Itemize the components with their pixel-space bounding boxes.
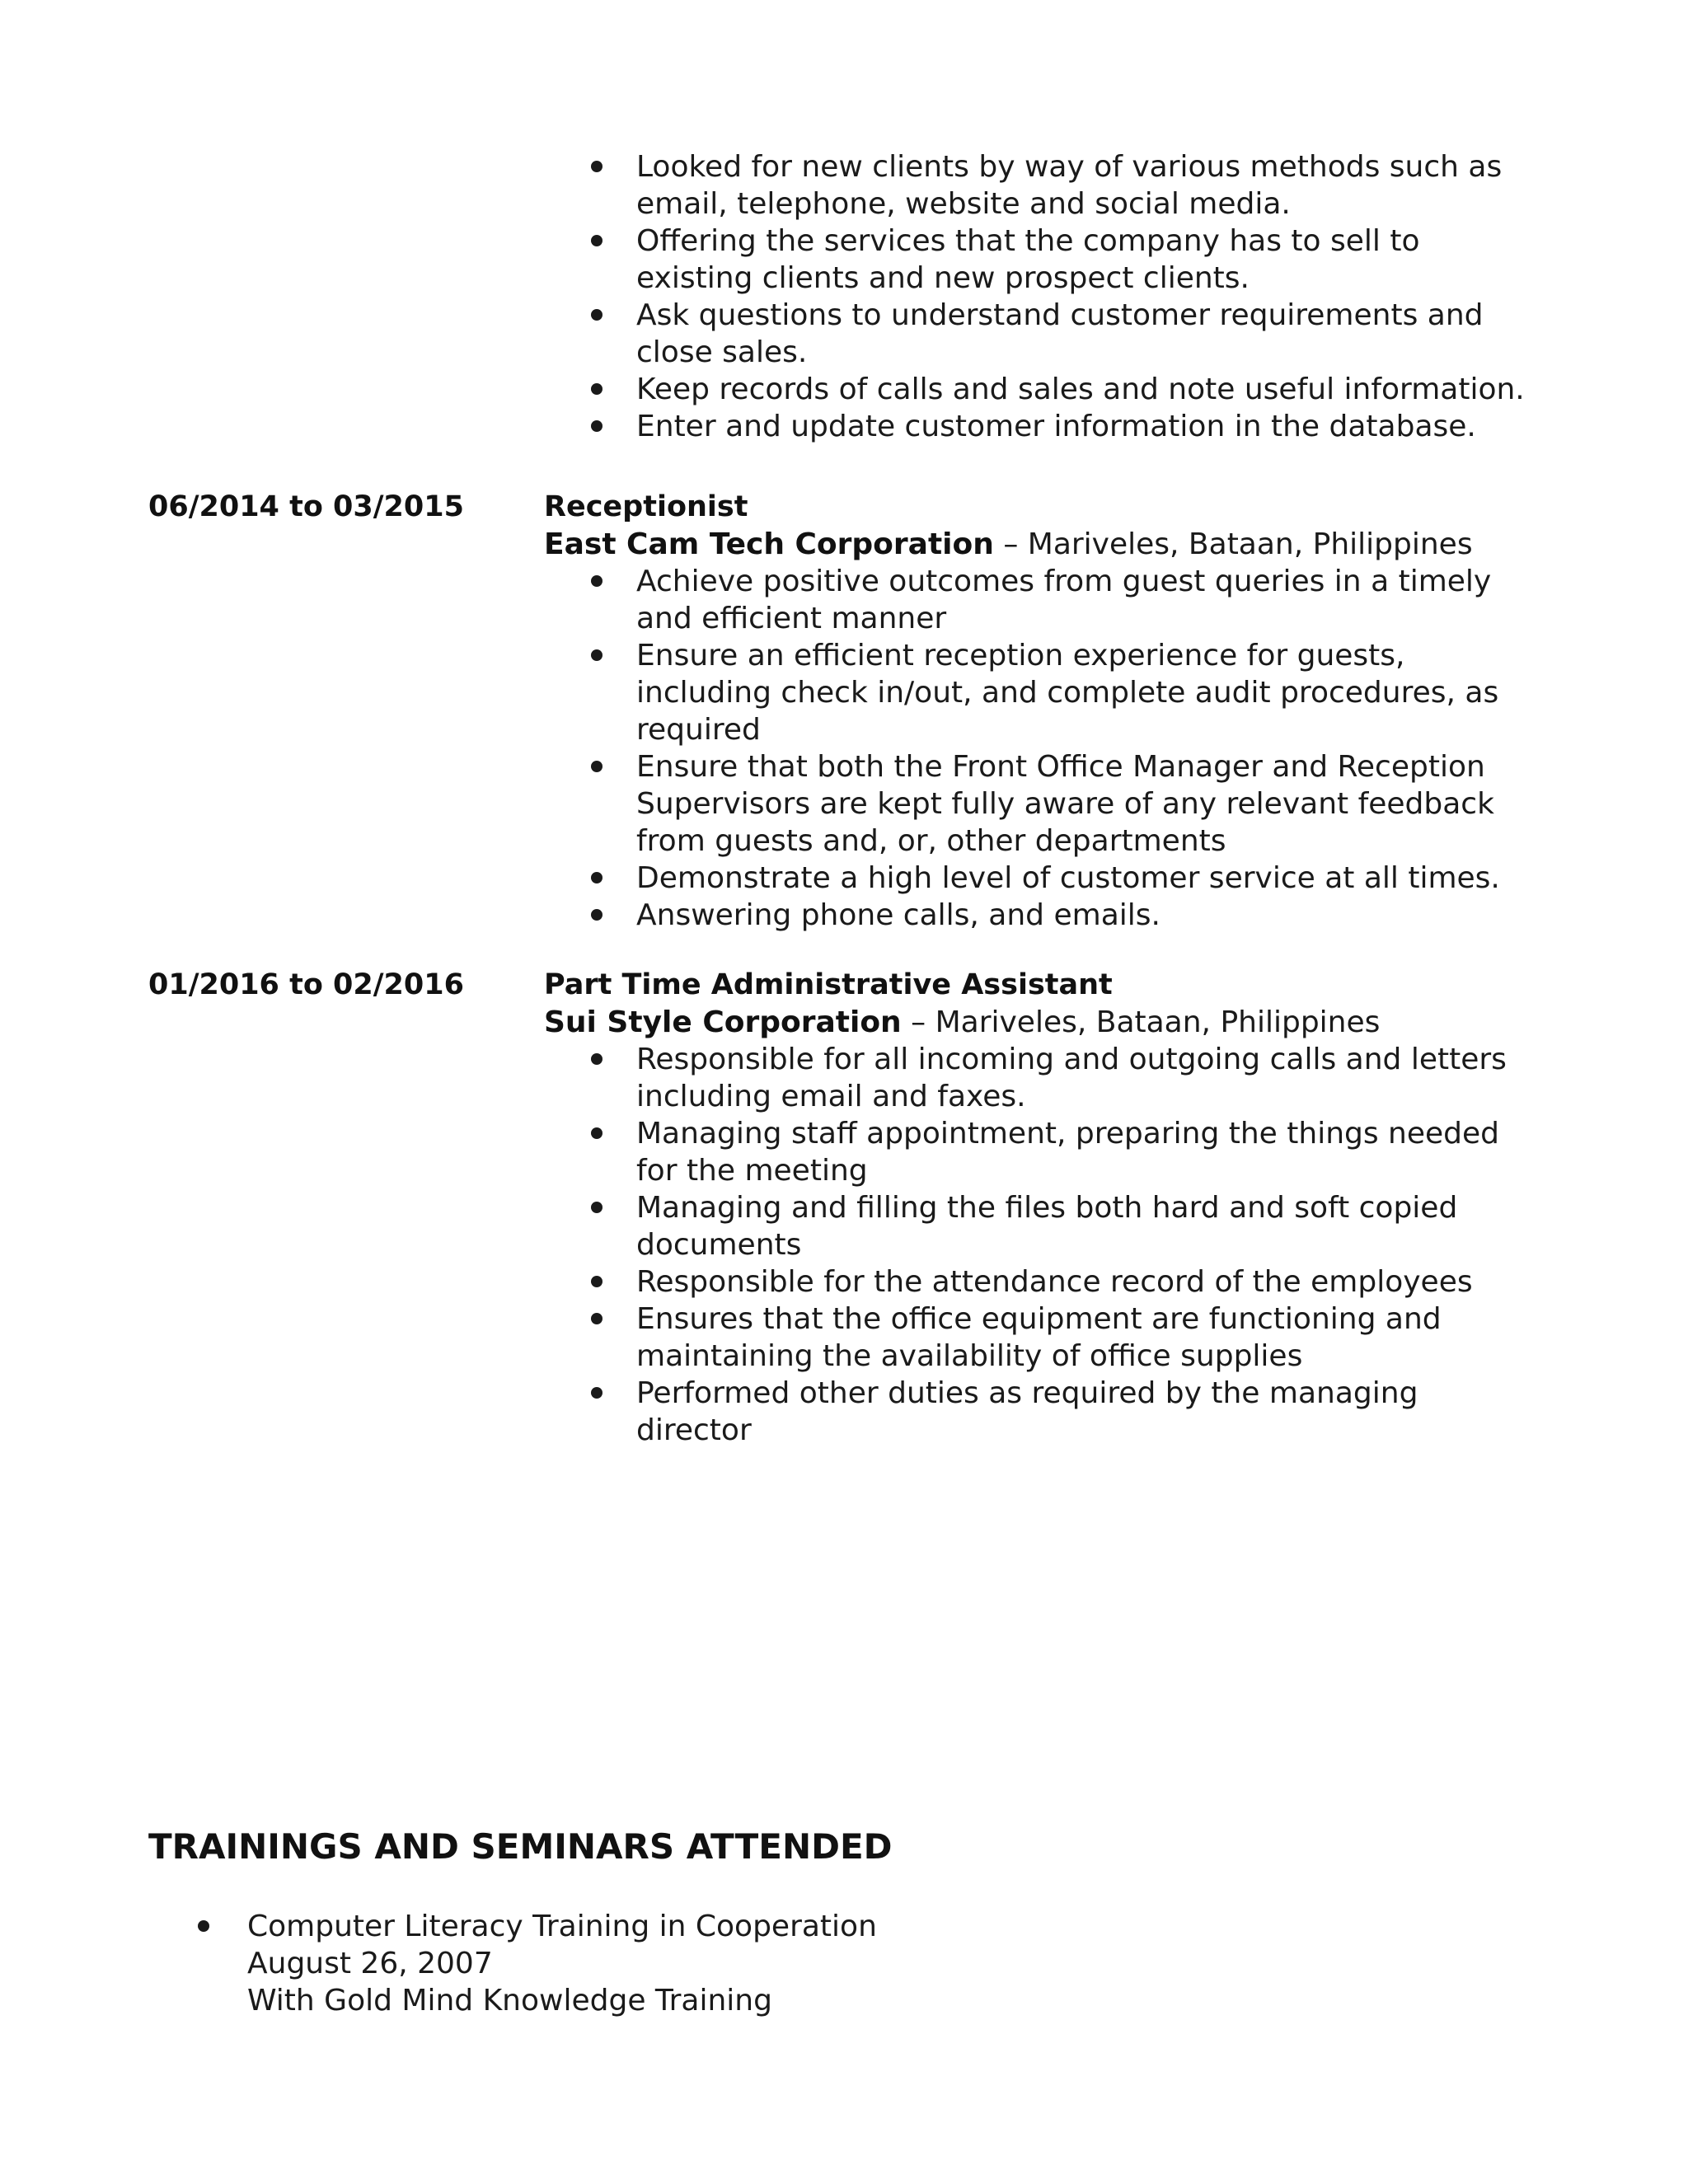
company-line — [544, 526, 1473, 563]
list-item — [544, 1301, 1533, 1375]
job-dates: 06/2014 to 03/2015 — [148, 490, 464, 523]
bullet-text: Answering phone calls, and emails. — [636, 898, 1160, 932]
company-line — [544, 1004, 1380, 1041]
job-dates: 01/2016 to 02/2016 — [148, 968, 464, 1001]
bullet-text: Ensure an efficient reception experience for guests, including check in/out, and complete audit procedures, as required — [636, 639, 1499, 747]
bullet-icon — [591, 761, 603, 772]
bullet-text: Performed other duties as required by the managing director — [636, 1376, 1418, 1447]
list-item — [544, 408, 1533, 445]
bullet-text: Managing staff appointment, preparing the things needed for the meeting — [636, 1117, 1500, 1188]
job-title: Part Time Administrative Assistant — [544, 968, 1113, 1001]
bullet-icon — [591, 1053, 603, 1065]
company-location: – Mariveles, Bataan, Philippines — [901, 1005, 1381, 1039]
bullet-text: Achieve positive outcomes from guest queries in a timely and efficient manner — [636, 565, 1492, 635]
bullet-text: Keep records of calls and sales and note useful information. — [636, 373, 1525, 406]
list-item — [544, 297, 1533, 371]
job-title: Receptionist — [544, 490, 748, 523]
list-item — [148, 1908, 1220, 2019]
bullet-text: Looked for new clients by way of various methods such as email, telephone, website and social media. — [636, 150, 1503, 221]
list-item — [544, 897, 1533, 934]
bullet-text: Ensures that the office equipment are functioning and maintaining the availability of office supplies — [636, 1302, 1442, 1373]
list-item — [544, 1115, 1533, 1189]
training-name: Computer Literacy Training in Cooperation — [247, 1910, 877, 1943]
list-item — [544, 860, 1533, 897]
list-item — [544, 748, 1533, 860]
bullet-icon — [591, 1387, 603, 1399]
list-item — [544, 148, 1533, 223]
list-item — [544, 637, 1533, 748]
list-item — [544, 1041, 1533, 1115]
bullet-icon — [591, 872, 603, 883]
list-item — [544, 563, 1533, 637]
list-item — [544, 1189, 1533, 1263]
bullet-text: Ask questions to understand customer requirements and close sales. — [636, 298, 1484, 369]
bullet-icon — [591, 575, 603, 587]
bullet-text: Managing and filling the files both hard and soft copied documents — [636, 1191, 1458, 1262]
list-item — [544, 1263, 1533, 1301]
bullet-icon — [591, 383, 603, 395]
list-item — [544, 1375, 1533, 1449]
training-provider: With Gold Mind Knowledge Training — [247, 1984, 772, 2018]
bullet-icon — [591, 649, 603, 661]
training-date: August 26, 2007 — [247, 1947, 493, 1980]
bullet-icon — [591, 235, 603, 246]
bullet-text: Responsible for all incoming and outgoing calls and letters including email and faxes. — [636, 1043, 1507, 1113]
bullet-icon — [198, 1920, 209, 1932]
admin-bullets — [544, 1041, 1533, 1449]
bullet-icon — [591, 161, 603, 172]
trainings-list — [148, 1908, 1220, 2019]
bullet-icon — [591, 420, 603, 432]
company-name: Sui Style Corporation — [544, 1005, 902, 1039]
receptionist-bullets — [544, 563, 1533, 934]
bullet-icon — [591, 909, 603, 921]
bullet-text: Responsible for the attendance record of the employees — [636, 1265, 1473, 1299]
bullet-text: Enter and update customer information in the database. — [636, 410, 1476, 443]
bullet-icon — [591, 1127, 603, 1139]
list-item — [544, 223, 1533, 297]
continued-job-bullets — [544, 148, 1533, 445]
bullet-icon — [591, 309, 603, 321]
company-name: East Cam Tech Corporation — [544, 527, 994, 561]
bullet-text: Offering the services that the company has to sell to existing clients and new prospect clients. — [636, 224, 1420, 295]
bullet-icon — [591, 1313, 603, 1324]
list-item — [544, 371, 1533, 408]
bullet-icon — [591, 1276, 603, 1287]
bullet-icon — [591, 1202, 603, 1213]
bullet-text: Demonstrate a high level of customer service at all times. — [636, 861, 1500, 895]
company-location: – Mariveles, Bataan, Philippines — [993, 527, 1473, 561]
section-heading-trainings: TRAININGS AND SEMINARS ATTENDED — [148, 1826, 893, 1867]
bullet-text: Ensure that both the Front Office Manager and Reception Supervisors are kept fully aware of any relevant feedback from guests and, or, other departments — [636, 750, 1494, 858]
